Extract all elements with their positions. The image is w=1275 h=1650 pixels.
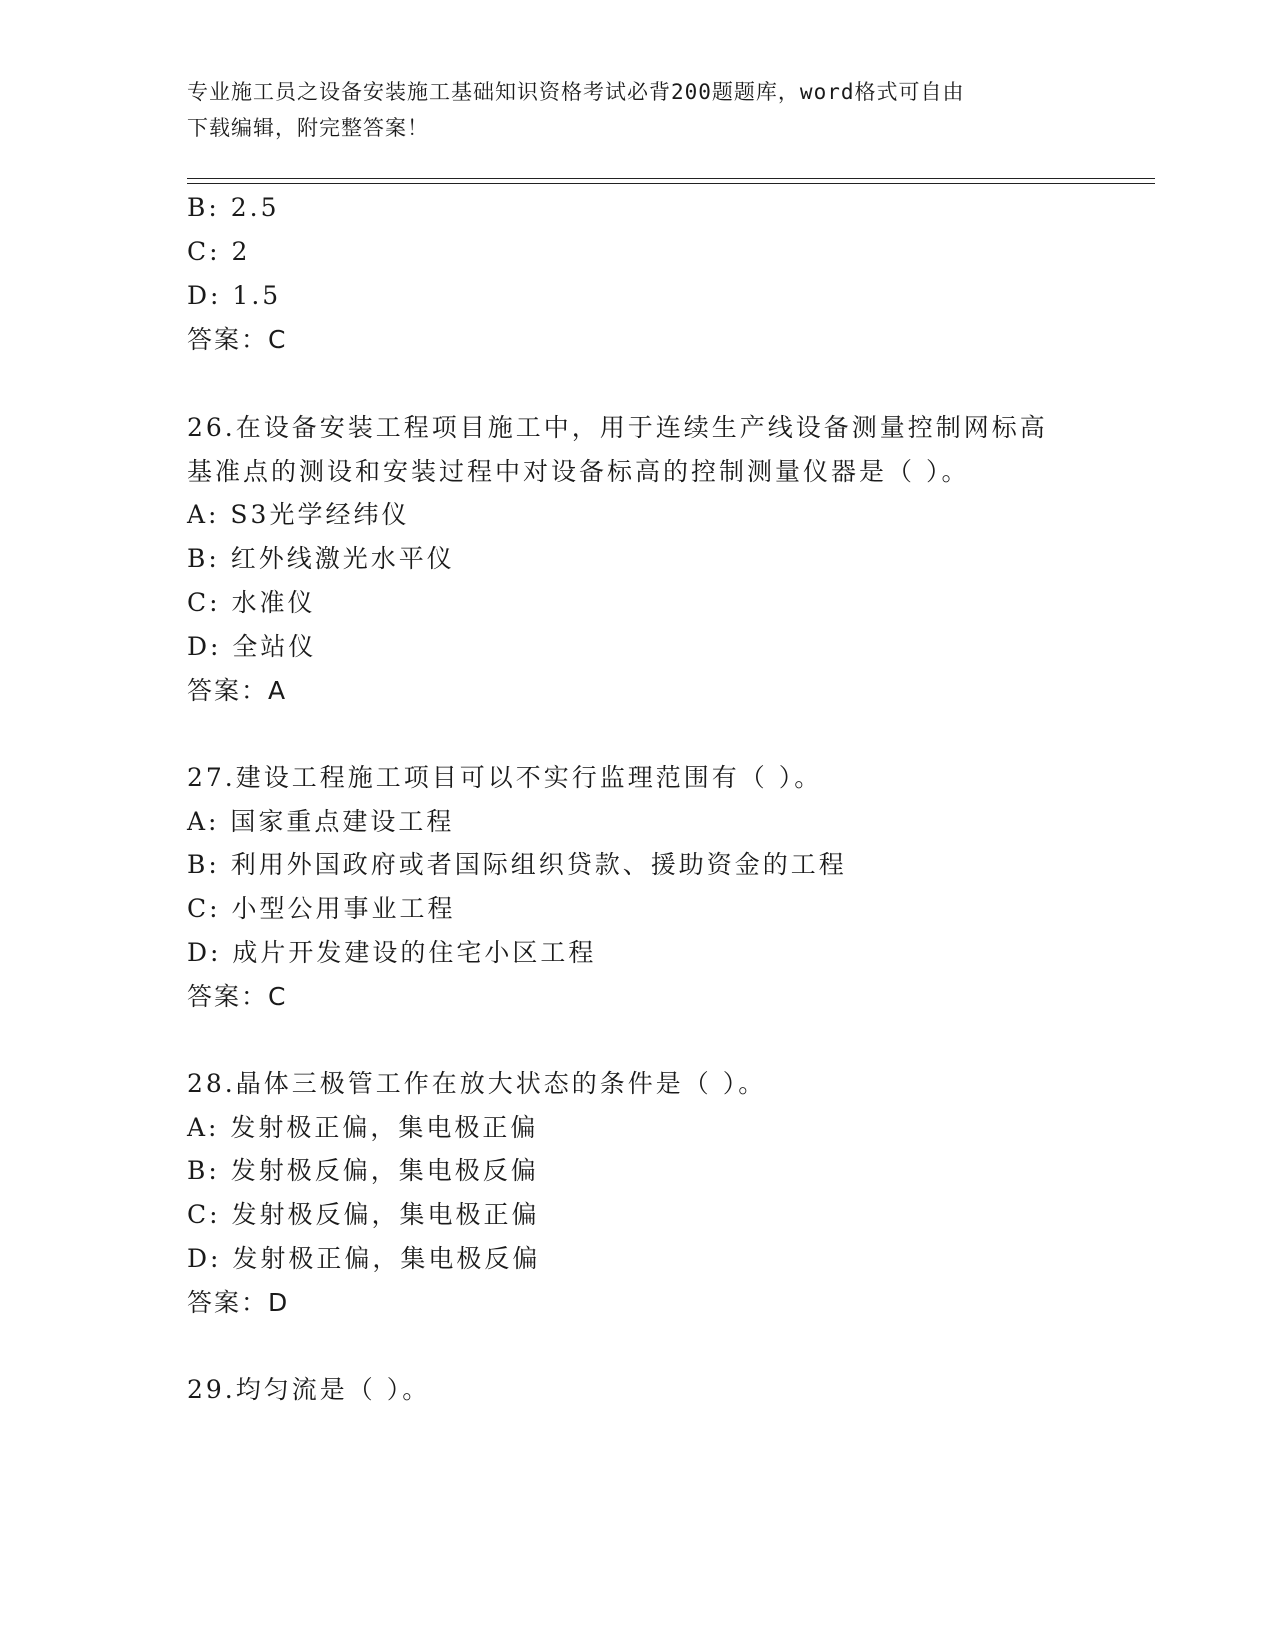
option-c: C: 2: [187, 237, 251, 266]
header-divider-top: [187, 178, 1155, 179]
option-a: A: S3光学经纬仪: [187, 500, 410, 529]
option-b: B: 利用外国政府或者国际组织贷款、援助资金的工程: [187, 850, 847, 879]
answer-line: 答案：C: [187, 325, 288, 354]
option-c: C: 小型公用事业工程: [187, 894, 456, 923]
answer-line: 答案：A: [187, 676, 288, 705]
question-stem-continued: 基准点的测设和安装过程中对设备标高的控制测量仪器是（ ）。: [187, 457, 970, 486]
option-a: A: 发射极正偏，集电极正偏: [187, 1113, 539, 1142]
question-stem: 27.建设工程施工项目可以不实行监理范围有（ ）。: [187, 763, 823, 792]
header-line-2: 下载编辑，附完整答案！: [187, 116, 429, 140]
option-c: C: 水准仪: [187, 588, 316, 617]
answer-line: 答案：D: [187, 1288, 290, 1317]
option-a: A: 国家重点建设工程: [187, 807, 455, 836]
option-d: D: 全站仪: [187, 632, 317, 661]
option-d: D: 成片开发建设的住宅小区工程: [187, 938, 597, 967]
option-d: D: 发射极正偏，集电极反偏: [187, 1244, 541, 1273]
option-b: B: 红外线激光水平仪: [187, 544, 455, 573]
option-b: B: 发射极反偏，集电极反偏: [187, 1156, 539, 1185]
answer-line: 答案：C: [187, 982, 288, 1011]
option-d: D: 1.5: [187, 281, 282, 310]
question-stem: 28.晶体三极管工作在放大状态的条件是（ ）。: [187, 1069, 767, 1098]
question-stem: 29.均匀流是（ ）。: [187, 1375, 431, 1404]
option-b: B: 2.5: [187, 193, 280, 222]
header-line-1: 专业施工员之设备安装施工基础知识资格考试必背200题题库，word格式可自由: [187, 80, 965, 104]
question-stem: 26.在设备安装工程项目施工中，用于连续生产线设备测量控制网标高: [187, 413, 1048, 442]
option-c: C: 发射极反偏，集电极正偏: [187, 1200, 540, 1229]
header-divider-bottom: [187, 183, 1155, 184]
document-header: [187, 74, 1087, 146]
